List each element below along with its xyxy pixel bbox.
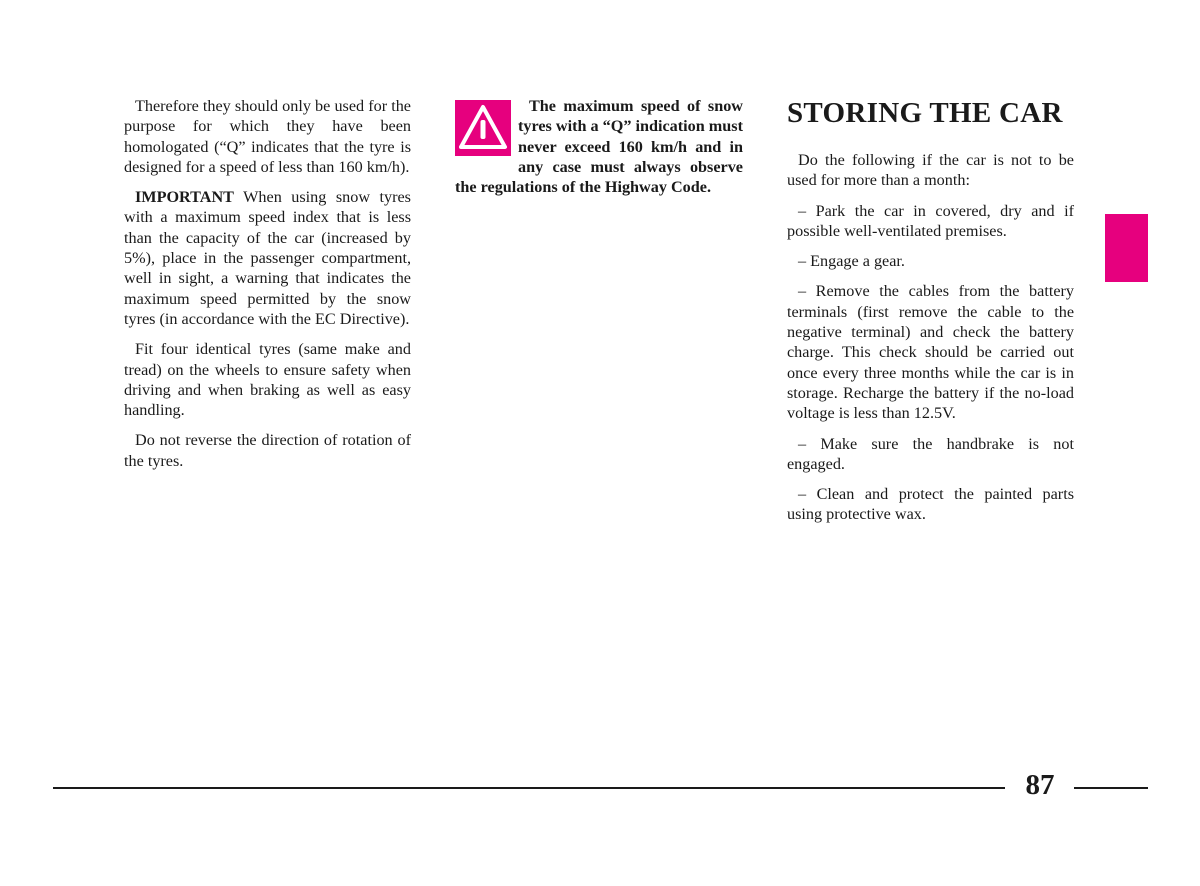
paragraph-important-note [124, 187, 411, 329]
list-item: – Remove the cables from the battery terminals (first remove the cable to the negative terminal) and check the battery charge. This check should be carried out once every three months while the car is in storage. Recharge the battery if the no-load voltage is less than 12.5V. [787, 282, 1074, 423]
footer-rule-left [53, 787, 1005, 789]
paragraph-rotation-direction: Do not reverse the direction of rotation of the tyres. [124, 431, 411, 470]
column-left [124, 96, 411, 481]
paragraph-identical-tyres: Fit four identical tyres (same make and tread) on the wheels to ensure safety when driving and when braking as well as easy handling. [124, 340, 411, 420]
section-tab-marker [1105, 214, 1148, 282]
section-title: STORING THE CAR [787, 97, 1063, 129]
column-right [787, 96, 1074, 535]
list-item: – Engage a gear. [798, 252, 905, 271]
warning-text: The maximum speed of snow tyres with a “Q” indication must never exceed 160 km/h and in any case must always observe the regulations of the Highway Code. [455, 97, 743, 197]
important-text: When using snow tyres with a maximum speed index that is less than the capacity of the car (increased by 5%), place in the passenger compartment, well in sight, a warning that indicates the maximum speed permitted by the snow tyres (in accordance with the EC Directive). [124, 188, 411, 328]
list-item: – Make sure the handbrake is not engaged. [787, 434, 1074, 473]
footer-rule-right [1074, 787, 1148, 789]
list-item: – Park the car in covered, dry and if possible well-ventilated premises. [787, 201, 1074, 240]
important-label: IMPORTANT [135, 188, 234, 207]
column-middle [455, 96, 743, 207]
paragraph-tyre-homologation: Therefore they should only be used for the purpose for which they have been homologated (“Q” indicates that the tyre is designed for a speed of less than 160 km/h). [124, 97, 411, 176]
list-item: – Clean and protect the painted parts using protective wax. [787, 485, 1074, 524]
intro-paragraph: Do the following if the car is not to be used for more than a month: [787, 151, 1074, 190]
page-number: 87 [1025, 769, 1055, 801]
warning-triangle-icon [455, 100, 511, 156]
warning-box [455, 96, 743, 197]
